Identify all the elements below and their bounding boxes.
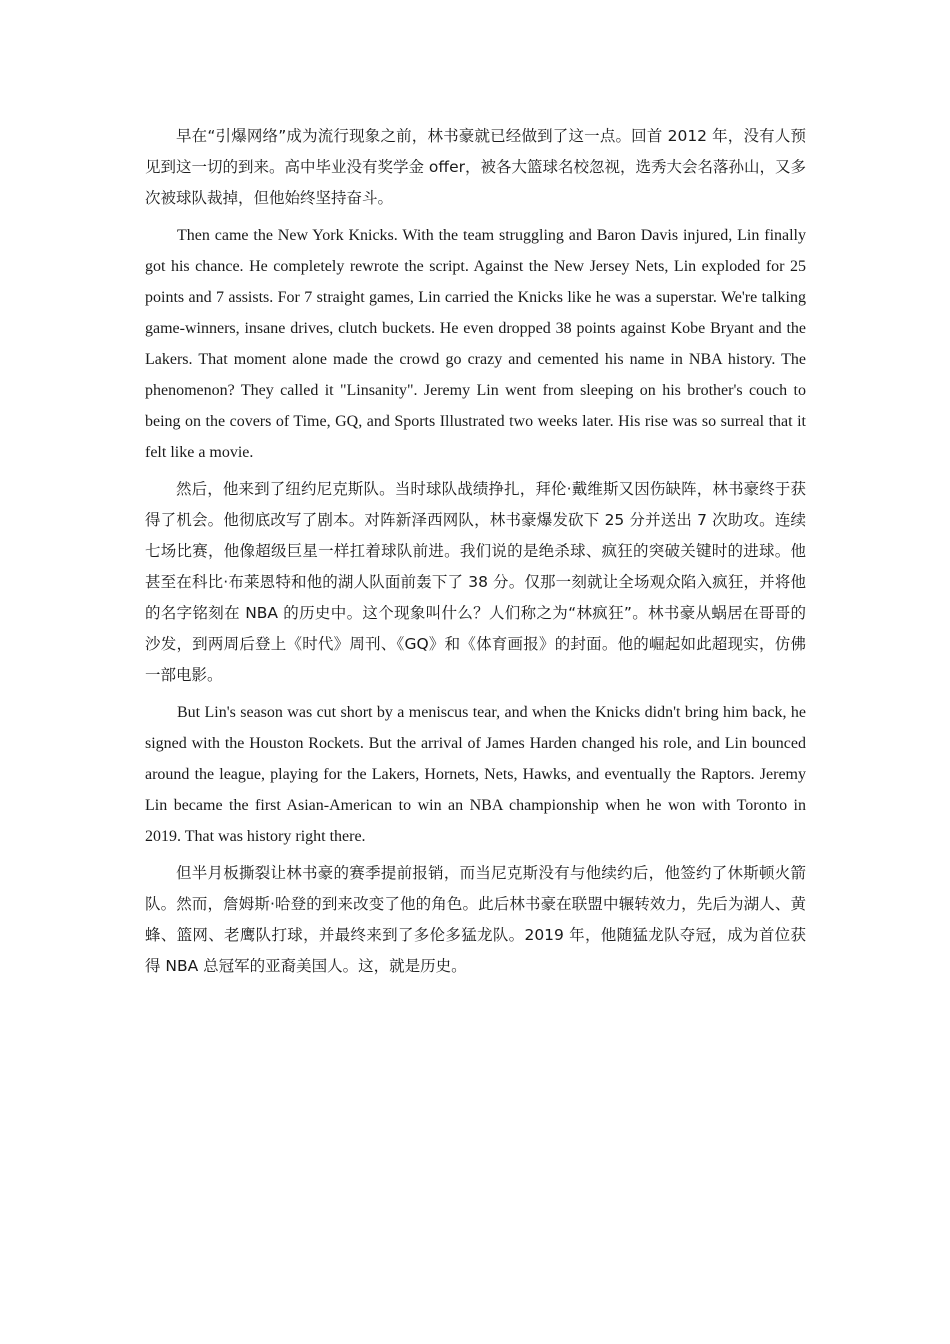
paragraph-en-knicks: Then came the New York Knicks. With the team struggling and Baron Davis injured, Lin finally got his chance. He completely rewrote the script. Against the New Jersey Nets, Lin exploded for 25 points and 7 assists. For 7 straight games, Lin carried the Knicks like he was a superstar. We're talking game-winners, insane drives, clutch buckets. He even dropped 38 points against Kobe Bryant and the Lakers. That moment alone made the crowd go crazy and cemented his name in NBA history. The phenomenon? They called it "Linsanity". Jeremy Lin went from sleeping on his brother's couch to being on the covers of Time, GQ, and Sports Illustrated two weeks later. His rise was so surreal that it felt like a movie.	[145, 227, 806, 461]
paragraph-zh-knicks: 然后，他来到了纽约尼克斯队。当时球队战绩挣扎，拜伦·戴维斯又因伤缺阵，林书豪终于获得了机会。他彻底改写了剧本。对阵新泽西网队，林书豪爆发砍下 25 分并送出 7 次助攻。连续七场比赛，他像超级巨星一样扛着球队前进。我们说的是绝杀球、疯狂的突破关键时的进球。他甚至在科比·布莱恩特和他的湖人队面前轰下了 38 分。仅那一刻就让全场观众陷入疯狂，并将他的名字铭刻在 NBA 的历史中。这个现象叫什么？人们称之为“林疯狂”。林书豪从蜗居在哥哥的沙发，到两周后登上《时代》周刊、《GQ》和《体育画报》的封面。他的崛起如此超现实，仿佛一部电影。	[145, 480, 806, 684]
document-body	[145, 121, 806, 988]
paragraph-zh-intro: 早在“引爆网络”成为流行现象之前，林书豪就已经做到了这一点。回首 2012 年，没有人预见到这一切的到来。高中毕业没有奖学金 offer，被各大篮球名校忽视，选秀大会名落孙山，又多次被球队裁掉，但他始终坚持奋斗。	[145, 127, 807, 207]
paragraph-zh-career: 但半月板撕裂让林书豪的赛季提前报销，而当尼克斯没有与他续约后，他签约了休斯顿火箭队。然而，詹姆斯·哈登的到来改变了他的角色。此后林书豪在联盟中辗转效力，先后为湖人、黄蜂、篮网、老鹰队打球，并最终来到了多伦多猛龙队。2019 年，他随猛龙队夺冠，成为首位获得 NBA 总冠军的亚裔美国人。这，就是历史。	[145, 864, 806, 975]
paragraph-en-career: But Lin's season was cut short by a meniscus tear, and when the Knicks didn't bring him back, he signed with the Houston Rockets. But the arrival of James Harden changed his role, and Lin bounced around the league, playing for the Lakers, Hornets, Nets, Hawks, and eventually the Raptors. Jeremy Lin became the first Asian-American to win an NBA championship when he won with Toronto in 2019. That was history right there.	[145, 704, 806, 845]
